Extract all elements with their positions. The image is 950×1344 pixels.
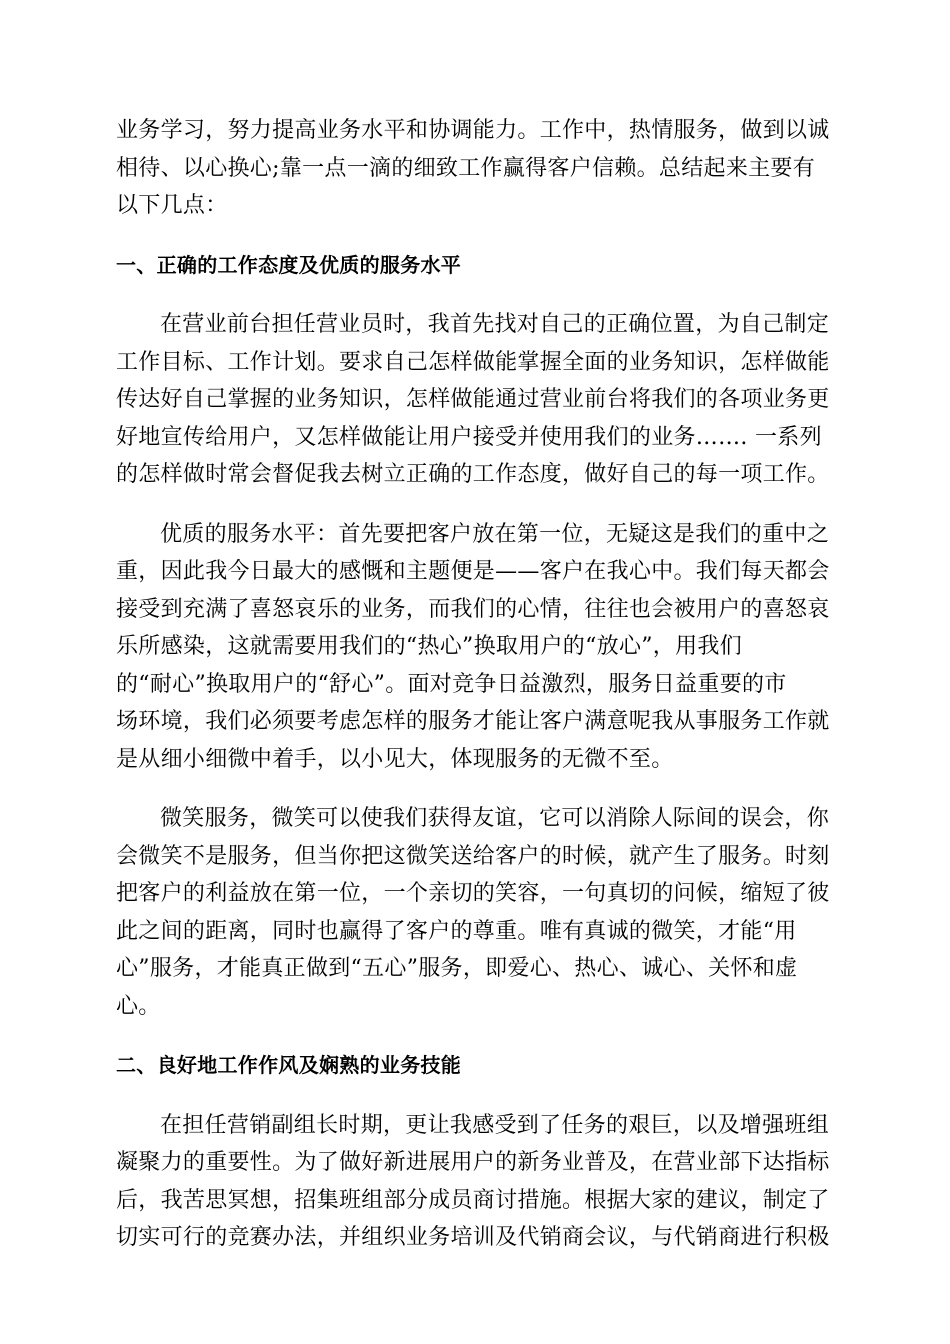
text-line: 相待、以心换心;靠一点一滴的细致工作赢得客户信赖。总结起来主要有 — [116, 155, 816, 181]
intro-paragraph — [116, 112, 832, 225]
text-line: 心”服务，才能真正做到“五心”服务，即爱心、热心、诚心、关怀和虚 — [116, 956, 798, 981]
text-line: 切实可行的竞赛办法，并组织业务培训及代销商会议，与代销商进行积极 — [116, 1225, 830, 1250]
text-line: 的“耐心”换取用户的“舒心”。面对竞争日益激烈，服务日益重要的市 — [116, 671, 787, 697]
text-line: 接受到充满了喜怒哀乐的业务，而我们的心情，往往也会被用户的喜怒哀 — [116, 596, 830, 622]
text-line: 场环境，我们必须要考虑怎样的服务才能让客户满意呢我从事服务工作就 — [116, 709, 830, 734]
text-line: 重，因此我今日最大的感慨和主题便是——客户在我心中。我们每天都会 — [116, 559, 830, 584]
text-line: 优质的服务水平：首先要把客户放在第一位，无疑这是我们的重中之 — [160, 521, 830, 547]
text-line: 乐所感染，这就需要用我们的“热心”换取用户的“放心”，用我们 — [116, 634, 742, 659]
text-line: 把客户的利益放在第一位，一个亲切的笑容，一句真切的问候，缩短了彼 — [116, 881, 830, 906]
text-line: 会微笑不是服务，但当你把这微笑送给客户的时候，就产生了服务。时刻 — [116, 843, 830, 869]
text-line: 此之间的距离，同时也赢得了客户的尊重。唯有真诚的微笑，才能“用 — [116, 918, 797, 944]
text-line: 是从细小细微中着手，以小见大，体现服务的无微不至。 — [116, 746, 674, 772]
text-line: 在营业前台担任营业员时，我首先找对自己的正确位置，为自己制定 — [160, 312, 830, 337]
text-line: 凝聚力的重要性。为了做好新进展用户的新务业普及，在营业部下达指标 — [116, 1150, 830, 1175]
section-heading-2: 二、良好地工作作风及娴熟的业务技能 — [116, 1053, 462, 1077]
text-line: 传达好自己掌握的业务知识，怎样做能通过营业前台将我们的各项业务更 — [116, 387, 830, 412]
section1-paragraph-3 — [116, 800, 832, 1025]
text-line: 工作目标、工作计划。要求自己怎样做能掌握全面的业务知识，怎样做能 — [116, 349, 830, 375]
document-page — [116, 112, 832, 1257]
text-line: 微笑服务，微笑可以使我们获得友谊，它可以消除人际间的误会，你 — [160, 806, 830, 831]
section1-paragraph-2 — [116, 516, 832, 779]
text-line: 好地宣传给用户，又怎样做能让用户接受并使用我们的业务……. 一系列 — [116, 424, 822, 450]
text-line: 心。 — [116, 993, 161, 1019]
text-line: 的怎样做时常会督促我去树立正确的工作态度，做好自己的每一项工作。 — [116, 462, 830, 487]
section1-paragraph-1 — [116, 306, 832, 494]
section2-paragraph-1 — [116, 1107, 832, 1257]
text-line: 在担任营销副组长时期，更让我感受到了任务的艰巨，以及增强班组 — [160, 1112, 830, 1138]
text-line: 业务学习，努力提高业务水平和协调能力。工作中，热情服务，做到以诚 — [116, 118, 830, 143]
section-heading-1: 一、正确的工作态度及优质的服务水平 — [116, 252, 462, 277]
text-line: 后，我苦思冥想，招集班组部分成员商讨措施。根据大家的建议，制定了 — [116, 1187, 830, 1213]
text-line: 以下几点： — [116, 193, 228, 218]
